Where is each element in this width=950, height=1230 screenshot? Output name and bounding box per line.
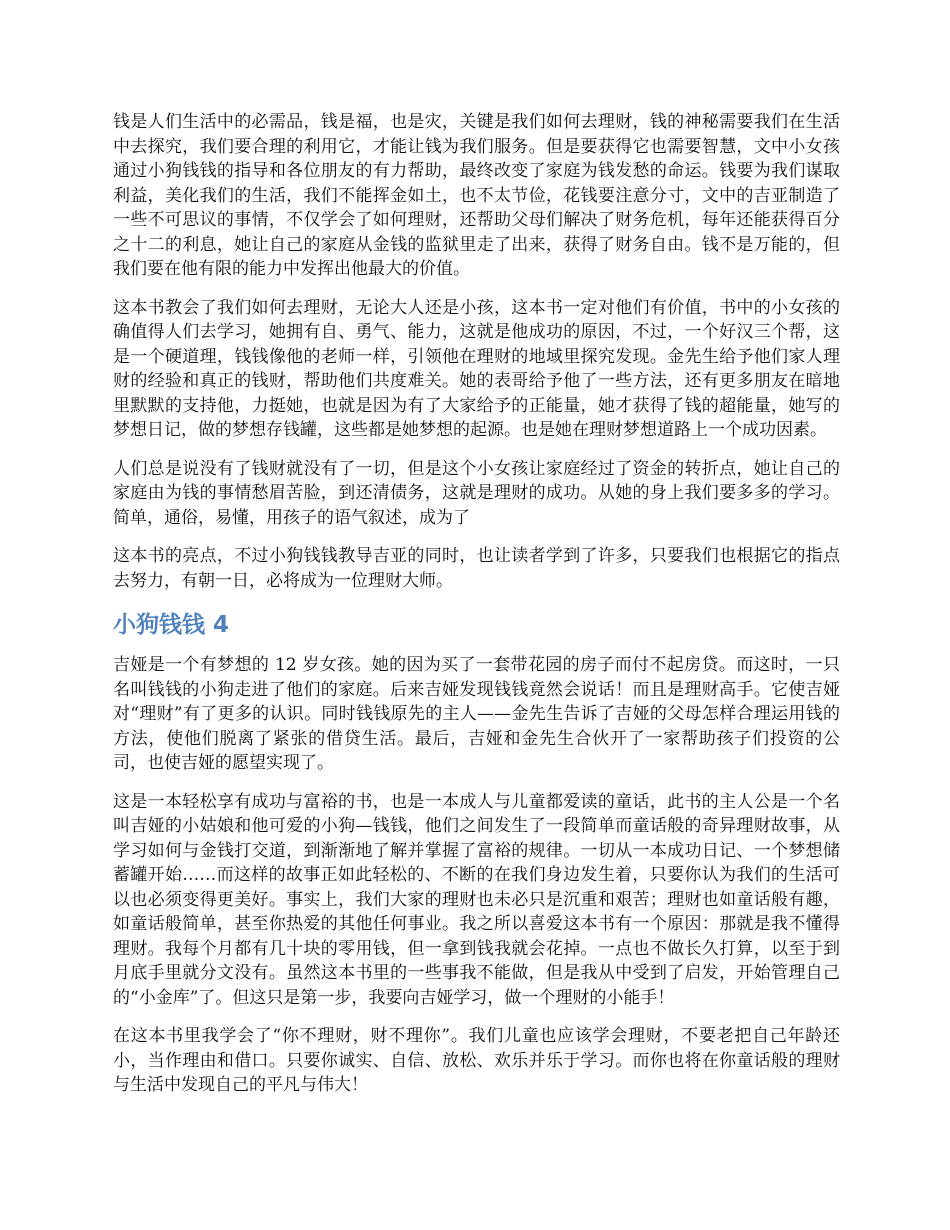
paragraph: 钱是人们生活中的必需品，钱是福，也是灾，关键是我们如何去理财，钱的神秘需要我们在生活中去探究，我们要合理的利用它，才能让钱为我们服务。但是要获得它也需要智慧，文中小女孩通过小狗钱钱的指导和各位朋友的有力帮助，最终改变了家庭为钱发愁的命运。钱要为我们谋取利益，美化我们的生活，我们不能挥金如土，也不太节俭，花钱要注意分寸，文中的吉亚制造了一些不可思议的事情，不仅学会了如何理财，还帮助父母们解决了财务危机，每年还能获得百分之十二的利息，她让自己的家庭从金钱的监狱里走了出来，获得了财务自由。钱不是万能的，但我们要在他有限的能力中发挥出他最大的价值。: [113, 112, 840, 279]
paragraph: 这是一本轻松享有成功与富裕的书，也是一本成人与儿童都爱读的童话，此书的主人公是一个名叫吉娅的小姑娘和他可爱的小狗—钱钱，他们之间发生了一段简单而童话般的奇异理财故事，从学习如何与金钱打交道，到渐渐地了解并掌握了富裕的规律。一切从一本成功日记、一个梦想储蓄罐开始……而这样的故事正如此轻松的、不断的在我们身边发生着，只要你认为我们的生活可以也必须变得更美好。事实上，我们大家的理财也未必只是沉重和艰苦；理财也如童话般有趣，如童话般简单，甚至你热爱的其他任何事业。我之所以喜爱这本书有一个原因：那就是我不懂得理财。我每个月都有几十块的零用钱，但一拿到钱我就会花掉。一点也不做长久打算，以至于到月底手里就分文没有。虽然这本书里的一些事我不能做，但是我从中受到了启发，开始管理自己的“小金库”了。但这只是第一步，我要向吉娅学习，做一个理财的小能手！: [113, 791, 840, 1008]
document-body: [113, 110, 840, 1112]
paragraph: 在这本书里我学会了“你不理财，财不理你”。我们儿童也应该学会理财，不要老把自己年龄还小，当作理由和借口。只要你诚实、自信、放松、欢乐并乐于学习。而你也将在你童话般的理财与生活中发现自己的平凡与伟大！: [113, 1026, 840, 1095]
paragraph: 吉娅是一个有梦想的 12 岁女孩。她的因为买了一套带花园的房子而付不起房贷。而这时，一只名叫钱钱的小狗走进了他们的家庭。后来吉娅发现钱钱竟然会说话！而且是理财高手。它使吉娅对“理财”有了更多的认识。同时钱钱原先的主人——金先生告诉了吉娅的父母怎样合理运用钱的方法，使他们脱离了紧张的借贷生活。最后，吉娅和金先生合伙开了一家帮助孩子们投资的公司，也使吉娅的愿望实现了。: [113, 655, 840, 773]
paragraph: 这本书的亮点，不过小狗钱钱教导吉亚的同时，也让读者学到了许多，只要我们也根据它的指点去努力，有朝一日，必将成为一位理财大师。: [113, 546, 840, 591]
section-heading: 小狗钱钱 4: [113, 612, 230, 638]
paragraph: 这本书教会了我们如何去理财，无论大人还是小孩，这本书一定对他们有价值，书中的小女孩的确值得人们去学习，她拥有自、勇气、能力，这就是他成功的原因，不过，一个好汉三个帮，这是一个硬道理，钱钱像他的老师一样，引领他在理财的地域里探究发现。金先生给予他们家人理财的经验和真正的钱财，帮助他们共度难关。她的表哥给予他了一些方法，还有更多朋友在暗地里默默的支持他，力挺她，也就是因为有了大家给予的正能量，她才获得了钱的超能量，她写的梦想日记，做的梦想存钱罐，这些都是她梦想的起源。也是她在理财梦想道路上一个成功因素。: [113, 297, 840, 440]
paragraph: 人们总是说没有了钱财就没有了一切，但是这个小女孩让家庭经过了资金的转折点，她让自己的家庭由为钱的事情愁眉苦脸，到还清债务，这就是理财的成功。从她的身上我们要多多的学习。简单，通俗，易懂，用孩子的语气叙述，成为了: [113, 458, 840, 528]
